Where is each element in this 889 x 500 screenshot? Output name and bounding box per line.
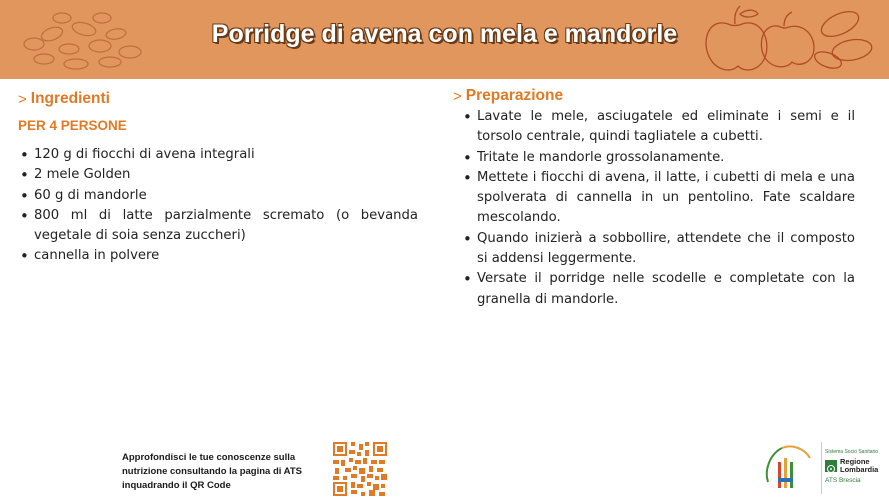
apple-almond-illustration [700,4,885,78]
region-name [840,458,878,474]
preparation-steps-list [453,107,855,310]
qr-code[interactable] [333,442,387,496]
chevron-right-icon: > [18,90,27,108]
lombardy-rose-icon [825,460,837,472]
region-mark-row [825,458,885,474]
region-name-line-1: Regione [840,457,870,466]
header-banner [0,0,889,79]
regione-lombardia-logo [825,449,885,484]
preparation-section [453,87,855,310]
la-salute-a-tavola-logo [756,440,818,498]
ingredients-heading [18,90,418,108]
chevron-right-icon: > [453,87,462,105]
ingredients-heading-label: Ingredienti [30,90,110,107]
preparation-heading-label: Preparazione [465,87,564,104]
logo-divider [821,442,822,494]
ingredients-list [18,145,418,267]
list-item: • 120 g di fiocchi di avena integrali [18,145,418,165]
list-item: • Quando inizierà a sobbollire, attendete che il composto si addensi leggermente. [461,229,855,270]
servings-label: PER 4 PERSONE [18,118,127,133]
ingredients-section [18,90,418,267]
list-item: • Mettete i fiocchi di avena, il latte, i cubetti di mela e una spolverata di cannella in un pentolino. Fate scaldare mescolando. [461,168,855,229]
list-item: • 60 g di mandorle [18,186,418,206]
list-item: • Lavate le mele, asciugatele ed eliminate i semi e il torsolo centrale, quindi tagliatele a cubetti. [461,107,855,148]
region-system-label: Sistema Socio Sanitario [825,449,879,455]
preparation-heading [453,87,855,105]
recipe-title: Porridge di avena con mela e mandorle [211,20,678,48]
list-item: • Tritate le mandorle grossolanamente. [461,148,855,168]
list-item: • cannella in polvere [18,246,418,266]
ats-brescia-label: ATS Brescia [825,477,861,484]
qr-code-note: Approfondisci le tue conoscenze sulla nutrizione consultando la pagina di ATS inquadrando il QR Code [122,452,302,491]
list-item: • Versate il porridge nelle scodelle e completate con la granella di mandorle. [461,269,855,310]
region-name-line-2: Lombardia [840,465,879,474]
list-item: • 800 ml di latte parzialmente scremato (o bevanda vegetale di soia senza zuccheri) [18,206,418,247]
list-item: • 2 mele Golden [18,165,418,185]
